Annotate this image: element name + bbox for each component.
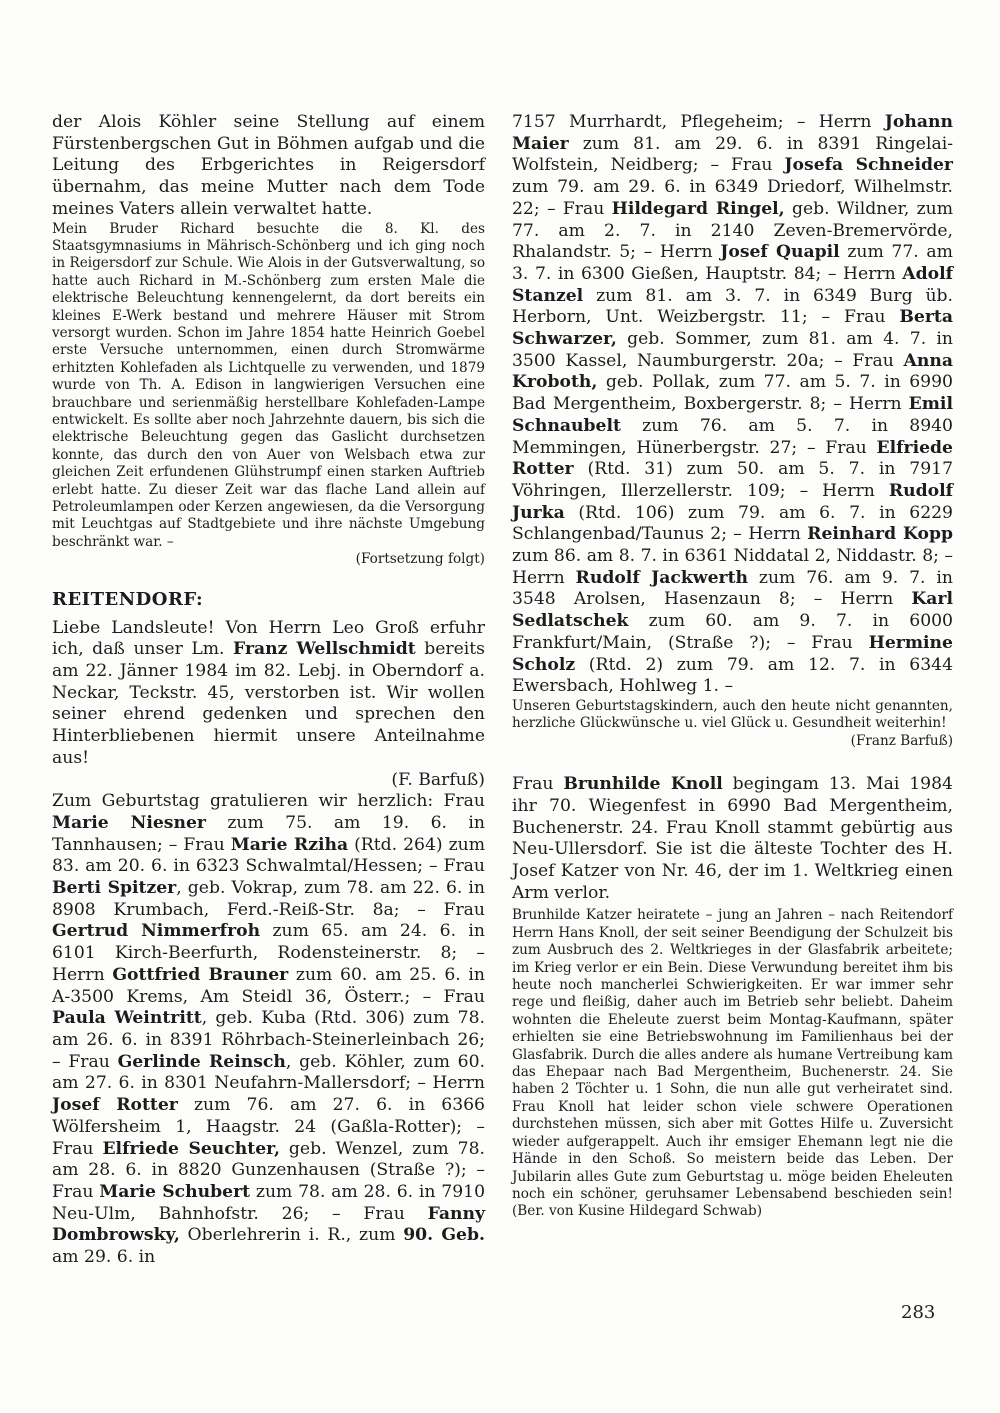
birthday-detail-text: zum 76. am 9. 7. in 3548 Arolsen, Hasenzaun 8; – Herrn — [512, 567, 953, 610]
birthday-detail-text: Zum Geburtstag gratulieren wir herzlich: Frau — [52, 791, 485, 812]
birthday-person-name: Berta Schwarzer, — [512, 307, 953, 350]
birthday-detail-text: zum 86. am 8. 7. in 6361 Niddatal 2, Niddastr. 8; – Herrn — [512, 546, 953, 588]
birthday-feature-intro — [512, 774, 953, 904]
birthday-detail-text: , geb. Köhler, zum 60. am 27. 6. in 8301 Neufahrn-Mallersdorf; – Herrn — [52, 1051, 486, 1094]
birthday-person-name: Marie Rziha — [230, 834, 349, 855]
birthday-person-name: Johann Maier — [512, 112, 953, 154]
birthday-detail-text: zum 65. am 24. 6. in 6101 Kirch-Beerfurth, Rodensteinerstr. 8; – Herrn — [52, 921, 485, 985]
birthday-person-name: Josefa Schneider — [784, 155, 953, 176]
birthday-detail-text: , geb. Kuba (Rtd. 306) zum 78. am 26. 6. in 8391 Röhrbach-Steinerleinbach 26; – Frau — [52, 1008, 485, 1072]
birthday-person-name: Emil Schnaubelt — [512, 394, 953, 436]
birthday-detail-text: zum 79. am 29. 6. in 6349 Driedorf, Wilhelmstr. 22; – Frau — [512, 177, 953, 219]
birthday-detail-text: (Rtd. 2) zum 79. am 12. 7. in 6344 Ewersbach, Hohlweg 1. – — [512, 654, 953, 697]
birthday-person-name: Elfriede Seuchter, — [102, 1138, 280, 1159]
feature-name: Brunhilde Knoll — [563, 774, 723, 795]
birthday-detail-text: zum 76. am 27. 6. in 6366 Wölfersheim 1, Haagstr. 24 (Gaßla-Rotter); – Frau — [52, 1095, 485, 1159]
article-continuation-paragraph: der Alois Köhler seine Stellung auf einem Fürstenbergschen Gut in Böhmen aufgab und die Leitung des Erbgerichtes in Reigersdorf übernahm, das meine Mutter nach dem Tode meines Vaters allein verwaltet hatte. — [52, 112, 485, 219]
birthday-list-continuation — [512, 112, 953, 698]
feature-lead-word: Frau — [512, 774, 554, 795]
birthday-person-name: Rudolf Jackwerth — [575, 567, 748, 588]
obituary-paragraph — [52, 618, 485, 792]
birthday-person-name: Marie Schubert — [99, 1181, 251, 1202]
birthday-detail-text: zum 75. am 19. 6. in Tannhausen; – Frau — [52, 812, 485, 855]
birthday-person-name: Gottfried Brauner — [112, 964, 289, 985]
birthday-detail-text: geb. Sommer, zum 81. am 4. 7. in 3500 Kassel, Naumburgerstr. 20a; – Frau — [512, 329, 953, 371]
birthday-detail-text: geb. Wenzel, zum 78. am 28. 6. in 8820 Gunzenhausen (Straße ?); – Frau — [52, 1138, 485, 1202]
birthday-detail-text: zum 77. am 3. 7. in 6300 Gießen, Hauptstr. 84; – Herrn — [512, 242, 953, 284]
birthday-detail-text: , geb. Vokrap, zum 78. am 22. 6. in 8908 Krumbach, Ferd.-Reiß-Str. 8a; – Frau — [52, 878, 486, 920]
section-heading-reitendorf: REITENDORF: — [52, 588, 204, 610]
birthday-person-name: Gerlinde Reinsch — [117, 1051, 286, 1072]
birthday-person-name: Elfriede Rotter — [512, 437, 953, 480]
birthday-detail-text: (Rtd. 106) zum 79. am 6. 7. in 6229 Schlangenbad/Taunus 2; – Herrn — [512, 502, 953, 545]
birthday-detail-text: zum 78. am 28. 6. in 7910 Neu-Ulm, Bahnhofstr. 26; – Frau — [52, 1181, 486, 1224]
birthday-detail-text: am 29. 6. in — [52, 1247, 156, 1268]
birthday-detail-text: zum 60. am 9. 7. in 6000 Frankfurt/Main, (Straße ?); – Frau — [512, 611, 953, 653]
feature-intro-text: begingam 13. Mai 1984 ihr 70. Wiegenfest in 6990 Bad Mergentheim, Buchenerstr. 24. Frau Knoll stammt gebürtig aus Neu-Ullersdorf. Sie ist die älteste Tochter des H. Josef Katzer von Nr. 46, der im 1. Weltkrieg einen Arm verlor. — [512, 774, 953, 903]
birthday-detail-text: zum 76. am 5. 7. in 8940 Memmingen, Hünerbergstr. 27; – Frau — [512, 415, 953, 458]
birthday-list-paragraph — [52, 791, 485, 1268]
birthday-person-name: Anna Kroboth, — [512, 350, 953, 393]
birthday-wishes-signature: (Franz Barfuß) — [850, 732, 953, 749]
birthday-detail-text: zum 81. am 29. 6. in 8391 Ringelai-Wolfstein, Neidberg; – Frau — [512, 133, 953, 176]
birthday-detail-text: zum 81. am 3. 7. in 6349 Burg üb. Herborn, Unt. Weizbergstr. 11; – Frau — [512, 285, 953, 328]
obituary-name: Franz Wellschmidt — [233, 639, 416, 660]
birthday-detail-text: zum 60. am 25. 6. in A-3500 Krems, Am Steidl 36, Österr.; – Frau — [52, 964, 485, 1007]
left-column — [52, 112, 485, 1269]
birthday-wishes-text: Unseren Geburtstagskindern, auch den heute nicht genannten, herzliche Glückwünsche u. viel Glück u. Gesundheit weiterhin! — [512, 697, 953, 732]
article-body-text: Mein Bruder Richard besuchte die 8. Kl. des Staatsgymnasiums in Mährisch-Schönberg und ich ging noch in Reigersdorf zur Schule. Wie Alois in der Gutsverwaltung, so hatte auch Richard in M.-Schönberg zum ersten Male die elektrische Beleuchtung kennengelernt, da dort bereits ein kleines E-Werk bestand und mehrere Häuser mit Strom versorgt wurden. Schon im Jahre 1854 hatte Heinrich Goebel erste Versuche unternommen, einen durch Stromwärme erhitzten Kohlefaden als Lichtquelle zu verwenden, und 1879 wurde von Th. A. Edison in langwierigen Versuchen eine brauchbare und serienmäßig herstellbare Kohlefaden-Lampe entwickelt. Es sollte aber noch Jahrzehnte dauern, bis sich die elektrische Beleuchtung gegen das Gaslicht durchsetzen konnte, das durch den von Auer von Welsbach etwa zur gleichen Zeit erfundenen Glühstrumpf einen starken Auftrieb erlebt hatte. Zu dieser Zeit war das flache Land allein auf Petroleumlampen oder Kerzen angewiesen, da die Versorgung mit Leuchtgas auf Stadtgebiete und ihre nächste Umgebung beschränkt war. – — [52, 220, 485, 550]
birthday-feature-body: Brunhilde Katzer heiratete – jung an Jahren – nach Reitendorf Herrn Hans Knoll, der seit seiner Beendigung der Schulzeit bis zum Ausbruch des 2. Weltkrieges in der Glasfabrik arbeitete; im Krieg verlor er ein Bein. Diese Verwundung bereitet ihm bis heute noch mancherlei Schwierigkeiten. Er war immer sehr rege und fleißig, daher auch im Betrieb sehr beliebt. Daheim wohnten die Eheleute zuerst beim Montag-Kaufmann, später erhielten sie eine Betriebswohnung im Familienhaus bei der Glasfabrik. Durch die alles andere als humane Vertreibung kam das Ehepaar nach Bad Mergentheim, Buchenerstr. 24. Sie haben 2 Töchter u. 1 Sohn, die nun alle gut verheiratet sind. Frau Knoll hat leider schon viele schwere Operationen durchstehen müssen, sich aber mit Gottes Hilfe u. Zuversicht wieder aufgerappelt. Auch ihr emsiger Ehemann legt nie die Hände in den Schoß. So meistern beide das Leben. Der Jubilarin alles Gute zum Geburtstag u. möge beiden Eheleuten noch ein schöner, geruhsamer Lebensabend beschieden sein! (Ber. von Kusine Hildegard Schwab) — [512, 907, 953, 1220]
obituary-signature: (F. Barfuß) — [391, 769, 485, 790]
birthday-person-name: Josef Rotter — [52, 1095, 178, 1116]
birthday-person-name: Berti Spitzer — [52, 878, 177, 899]
birthday-person-name: Josef Quapil — [720, 242, 840, 263]
birthday-person-name: Gertrud Nimmerfroh — [52, 921, 261, 942]
birthday-person-name: Karl Sedlatschek — [512, 589, 953, 632]
birthday-person-name: Adolf Stanzel — [512, 263, 953, 306]
birthday-person-name: Reinhard Kopp — [807, 524, 954, 545]
right-column — [512, 112, 953, 1221]
birthday-person-name: Hildegard Ringel, — [611, 198, 785, 219]
birthday-detail-text: geb. Pollak, zum 77. am 5. 7. in 6990 Bad Mergentheim, Boxbergerstr. 8; – Herrn — [512, 372, 953, 415]
birthday-detail-text: geb. Wildner, zum 77. am 2. 7. in 2140 Zeven-Bremervörde, Rhalandstr. 5; – Herrn — [512, 198, 953, 263]
continuation-note: (Fortsetzung folgt) — [355, 551, 485, 568]
birthday-wishes-note — [512, 698, 953, 750]
birthday-detail-text: 7157 Murrhardt, Pflegeheim; – Herrn — [512, 112, 885, 132]
birthday-person-name: Fanny Dombrowsky, — [52, 1203, 485, 1246]
article-body-small — [52, 221, 485, 569]
obituary-text-start: Liebe Landsleute! Von Herrn Leo Groß erfuhr ich, daß unser Lm. — [52, 617, 485, 660]
birthday-person-name: Paula Weintritt — [52, 1008, 202, 1029]
page-number: 283 — [901, 1302, 936, 1323]
birthday-detail-text: (Rtd. 264) zum 83. am 20. 6. in 6323 Schwalmtal/Hessen; – Frau — [52, 834, 486, 877]
birthday-detail-text: Oberlehrerin i. R., zum — [179, 1225, 404, 1246]
birthday-person-name: Hermine Scholz — [512, 632, 953, 675]
birthday-detail-text: (Rtd. 31) zum 50. am 5. 7. in 7917 Vöhringen, Illerzellerstr. 109; – Herrn — [512, 459, 953, 501]
birthday-person-name: Rudolf Jurka — [512, 480, 953, 523]
birthday-person-name: 90. Geb. — [403, 1225, 485, 1246]
obituary-text-end: bereits am 22. Jänner 1984 im 82. Lebj. in Oberndorf a. Neckar, Teckstr. 45, verstorben ist. Wir wollen seiner ehrend gedenken und sprechen den Hinterbliebenen hiermit unsere Anteilnahme aus! — [52, 639, 485, 768]
birthday-person-name: Marie Niesner — [52, 812, 206, 833]
